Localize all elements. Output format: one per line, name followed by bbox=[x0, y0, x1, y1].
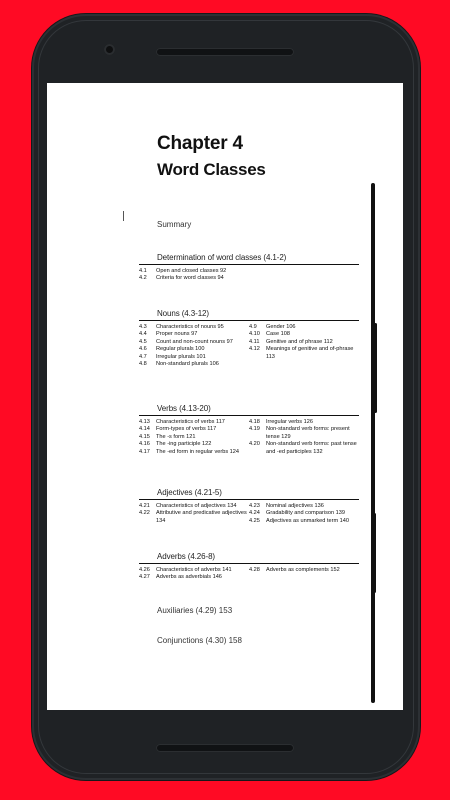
toc-entry[interactable] bbox=[139, 324, 249, 331]
entry-text: Characteristics of adjectives 134 bbox=[156, 503, 237, 509]
toc-entry[interactable] bbox=[249, 331, 359, 338]
entry-number: 4.9 bbox=[249, 324, 257, 330]
toc-entry[interactable] bbox=[249, 510, 359, 517]
toc-entry[interactable] bbox=[249, 346, 359, 361]
entry-text: The -s form 121 bbox=[156, 433, 196, 440]
entry-number: 4.24 bbox=[249, 510, 260, 517]
section-heading: Adjectives (4.21-5) bbox=[139, 488, 359, 500]
entry-text: Case 108 bbox=[266, 331, 290, 338]
entry-number: 4.15 bbox=[139, 433, 150, 440]
toc-entry[interactable] bbox=[139, 419, 249, 426]
entry-text: Irregular verbs 126 bbox=[266, 419, 313, 425]
left-column bbox=[139, 324, 249, 368]
entry-number: 4.5 bbox=[139, 338, 147, 345]
entry-number: 4.18 bbox=[249, 419, 260, 425]
left-column bbox=[139, 268, 359, 283]
entry-text: Gradability and comparison 139 bbox=[266, 510, 345, 517]
toc-entry[interactable] bbox=[249, 419, 359, 426]
toc-section-verbs bbox=[139, 404, 359, 456]
toc-entry[interactable] bbox=[139, 354, 249, 361]
entry-text: Form-types of verbs 117 bbox=[156, 426, 217, 433]
toc-entry[interactable] bbox=[139, 574, 249, 581]
entry-text: Adverbs as adverbials 146 bbox=[156, 574, 222, 581]
toc-entry[interactable] bbox=[249, 503, 359, 510]
front-camera-icon bbox=[104, 44, 115, 55]
entry-text: Non-standard verb forms: past tense and -ed participles 132 bbox=[266, 441, 357, 455]
left-column bbox=[139, 419, 249, 456]
toc-entry[interactable] bbox=[139, 434, 249, 441]
entry-number: 4.19 bbox=[249, 426, 260, 433]
entry-text: Adverbs as complements 152 bbox=[266, 567, 340, 573]
entry-number: 4.28 bbox=[249, 567, 260, 573]
right-column bbox=[249, 567, 359, 582]
toc-entry[interactable] bbox=[139, 275, 359, 282]
toc-entry[interactable] bbox=[139, 268, 359, 275]
right-column bbox=[249, 324, 359, 368]
section-heading: Nouns (4.3-12) bbox=[139, 309, 359, 321]
entry-text: Proper nouns 97 bbox=[156, 331, 198, 338]
entry-number: 4.25 bbox=[249, 517, 260, 524]
entry-text: Regular plurals 100 bbox=[156, 346, 205, 353]
entry-text: Characteristics of nouns 95 bbox=[156, 324, 224, 330]
entry-text: The -ed form in regular verbs 124 bbox=[156, 448, 240, 455]
toc-entry[interactable] bbox=[139, 339, 249, 346]
entry-text: Criteria for word classes 94 bbox=[156, 275, 224, 282]
toc-section-nouns bbox=[139, 309, 359, 368]
toc-entry[interactable] bbox=[139, 441, 249, 448]
earpiece-speaker bbox=[156, 48, 294, 56]
entry-number: 4.11 bbox=[249, 338, 260, 345]
chapter-title: Chapter 4 bbox=[157, 133, 243, 154]
entry-text: Non-standard verb forms: present tense 129 bbox=[266, 426, 350, 440]
entry-number: 4.1 bbox=[139, 268, 147, 274]
entry-text: Irregular plurals 101 bbox=[156, 353, 206, 360]
bottom-speaker-bar bbox=[156, 744, 294, 752]
entry-text: Adjectives as unmarked term 140 bbox=[266, 517, 350, 524]
toc-entry[interactable] bbox=[249, 324, 359, 331]
entry-text: The -ing participle 122 bbox=[156, 441, 212, 448]
section-heading: Verbs (4.13-20) bbox=[139, 404, 359, 416]
entry-number: 4.22 bbox=[139, 510, 150, 517]
toc-entry[interactable] bbox=[139, 346, 249, 353]
entry-number: 4.2 bbox=[139, 275, 147, 282]
section-heading: Adverbs (4.26-8) bbox=[139, 552, 359, 564]
toc-section-adjectives bbox=[139, 488, 359, 525]
entry-text: Gender 106 bbox=[266, 324, 296, 330]
toc-section-adverbs bbox=[139, 552, 359, 582]
entry-text: Characteristics of verbs 117 bbox=[156, 419, 225, 425]
entry-number: 4.21 bbox=[139, 503, 150, 509]
entry-text: Attributive and predicative adjectives 134 bbox=[156, 510, 247, 524]
entry-number: 4.27 bbox=[139, 574, 150, 581]
entry-number: 4.14 bbox=[139, 426, 150, 433]
entry-number: 4.6 bbox=[139, 346, 147, 353]
section-heading: Determination of word classes (4.1-2) bbox=[139, 253, 359, 265]
toc-conjunctions[interactable]: Conjunctions (4.30) 158 bbox=[157, 636, 242, 645]
toc-entry[interactable] bbox=[249, 426, 359, 441]
toc-entry[interactable] bbox=[139, 503, 249, 510]
entry-number: 4.23 bbox=[249, 503, 260, 509]
toc-entry[interactable] bbox=[139, 510, 249, 525]
toc-entry[interactable] bbox=[249, 441, 359, 456]
entry-number: 4.20 bbox=[249, 441, 260, 448]
entry-number: 4.16 bbox=[139, 441, 150, 448]
entry-number: 4.8 bbox=[139, 361, 147, 368]
toc-entry[interactable] bbox=[249, 518, 359, 525]
document-viewer[interactable] bbox=[47, 83, 403, 710]
entry-text: Meanings of genitive and of-phrase 113 bbox=[266, 346, 354, 360]
document-page bbox=[47, 83, 403, 710]
toc-entry[interactable] bbox=[139, 361, 249, 368]
toc-entry[interactable] bbox=[139, 449, 249, 456]
right-column bbox=[249, 503, 359, 525]
entry-number: 4.4 bbox=[139, 331, 147, 338]
chapter-subtitle: Word Classes bbox=[157, 160, 266, 179]
entry-text: Nominal adjectives 136 bbox=[266, 503, 324, 509]
summary-label: Summary bbox=[157, 220, 192, 229]
entry-text: Open and closed classes 92 bbox=[156, 268, 227, 274]
entry-number: 4.17 bbox=[139, 448, 150, 455]
toc-entry[interactable] bbox=[139, 331, 249, 338]
entry-text: Characteristics of adverbs 141 bbox=[156, 567, 232, 573]
entry-text: Genitive and of phrase 112 bbox=[266, 338, 333, 345]
entry-number: 4.12 bbox=[249, 346, 260, 353]
toc-entry[interactable] bbox=[249, 567, 359, 574]
toc-entry[interactable] bbox=[139, 426, 249, 433]
toc-entry[interactable] bbox=[139, 567, 249, 574]
entry-number: 4.26 bbox=[139, 567, 150, 573]
left-column bbox=[139, 567, 249, 582]
toc-entry[interactable] bbox=[249, 339, 359, 346]
entry-number: 4.13 bbox=[139, 419, 150, 425]
entry-number: 4.10 bbox=[249, 331, 260, 338]
toc-auxiliaries[interactable]: Auxiliaries (4.29) 153 bbox=[157, 606, 233, 615]
toc-section-determination bbox=[139, 253, 359, 283]
entry-text: Non-standard plurals 106 bbox=[156, 361, 219, 368]
entry-number: 4.7 bbox=[139, 353, 147, 360]
entry-number: 4.3 bbox=[139, 324, 147, 330]
right-column bbox=[249, 419, 359, 456]
left-column bbox=[139, 503, 249, 525]
entry-text: Count and non-count nouns 97 bbox=[156, 338, 233, 345]
